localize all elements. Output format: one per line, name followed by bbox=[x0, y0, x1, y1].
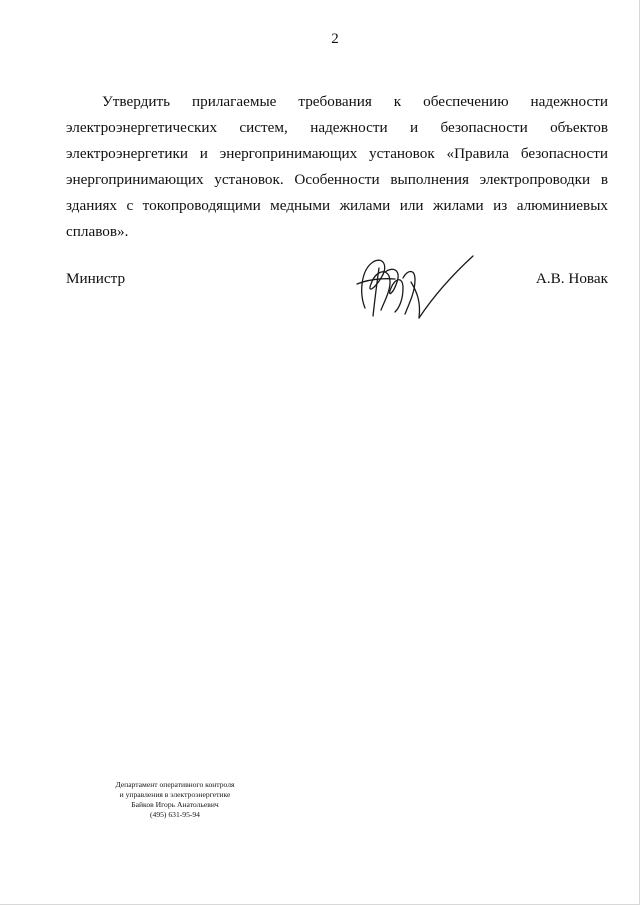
contact-person: Байков Игорь Анатольевич bbox=[131, 800, 219, 809]
decree-paragraph: Утвердить прилагаемые требования к обеспечению надежности электроэнергетических систем, надежности и безопасности объектов электроэнергетики и энергопринимающих установок «Правила безопасности энергопринимающих установок. Особенности выполнения электропроводки в зданиях с токопроводящими медными жилами или жилами из алюминиевых сплавов». bbox=[66, 93, 608, 240]
contact-department-line2: и управления в электроэнергетике bbox=[119, 790, 231, 799]
signature-row bbox=[66, 270, 608, 294]
executor-contact bbox=[90, 780, 260, 820]
contact-department-line1: Департамент оперативного контроля bbox=[115, 780, 235, 789]
signatory-position: Министр bbox=[66, 270, 126, 287]
contact-phone: (495) 631-95-94 bbox=[150, 810, 200, 819]
page-number: 2 bbox=[331, 31, 339, 47]
handwritten-signature bbox=[345, 248, 480, 323]
signatory-name: А.В. Новак bbox=[535, 270, 608, 287]
